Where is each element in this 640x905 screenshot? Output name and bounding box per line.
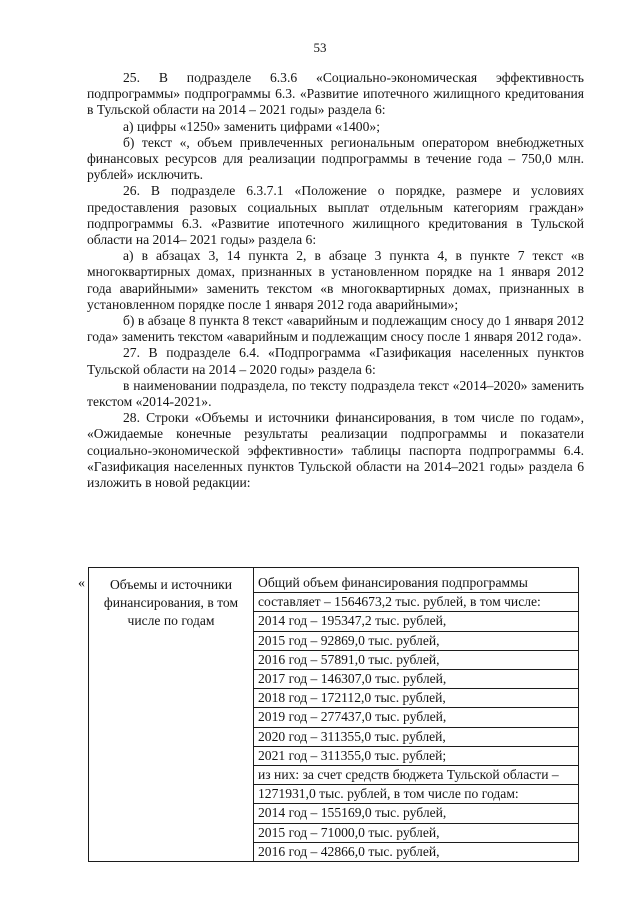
table-line: 2019 год – 277437,0 тыс. рублей, [254, 708, 578, 727]
table-line: 2016 год – 42866,0 тыс. рублей, [258, 843, 440, 859]
table-row [89, 568, 579, 862]
table-line: 2021 год – 311355,0 тыс. рублей; [254, 747, 578, 766]
table-line: из них: за счет средств бюджета Тульской области – [254, 766, 578, 785]
page-number: 53 [313, 40, 327, 55]
paragraph-25-a: а) цифры «1250» заменить цифрами «1400»; [123, 118, 380, 134]
paragraph-26-b: б) в абзаце 8 пункта 8 текст «аварийным и подлежащим сносу до 1 января 2012 года» заменить текстом «аварийным и подлежащим сносу после 1 января 2012 года». [87, 313, 584, 345]
table-line: 2014 год – 195347,2 тыс. рублей, [254, 612, 578, 631]
opening-quote-mark: « [78, 576, 85, 591]
table-line: 2014 год – 155169,0 тыс. рублей, [254, 804, 578, 823]
table-line: 2020 год – 311355,0 тыс. рублей, [254, 728, 578, 747]
table-line: 1271931,0 тыс. рублей, в том числе по годам: [254, 785, 578, 804]
document-body [87, 70, 584, 491]
paragraph-26: 26. В подразделе 6.3.7.1 «Положение о порядке, размере и условиях предоставления разовых социальных выплат отдельным категориям граждан» подпрограммы 6.3. «Развитие ипотечного жилищного кредитования в Тульской области на 2014– 2021 годы» раздела 6: [87, 183, 584, 248]
table-line: 2016 год – 57891,0 тыс. рублей, [254, 651, 578, 670]
table-line: 2018 год – 172112,0 тыс. рублей, [254, 689, 578, 708]
row-content-cell [254, 568, 579, 862]
paragraph-26-a: а) в абзацах 3, 14 пункта 2, в абзаце 3 пункта 4, в пункте 7 текст «в многоквартирных домах, признанных в установленном порядке на 1 января 2012 года аварийными» заменить текстом «в многоквартирных домах, признанных в установленном порядке после 1 января 2012 года аварийными»; [87, 248, 584, 312]
table-line: 2015 год – 71000,0 тыс. рублей, [254, 824, 578, 843]
paragraph-25: 25. В подразделе 6.3.6 «Социально-экономическая эффективность подпрограммы» подпрограммы 6.3. «Развитие ипотечного жилищного кредитования в Тульской области на 2014 – 2021 годы» раздела 6: [87, 70, 584, 118]
paragraph-27-text: в наименовании подраздела, по тексту подраздела текст «2014–2020» заменить текстом «2014-2021». [87, 377, 584, 410]
table-line: Общий объем финансирования подпрограммы [254, 574, 578, 593]
table-line: 2017 год – 146307,0 тыс. рублей, [254, 670, 578, 689]
table-line: составляет – 1564673,2 тыс. рублей, в том числе: [254, 593, 578, 612]
paragraph-25-b: б) текст «, объем привлеченных региональным оператором внебюджетных финансовых ресурсов для реализации подпрограммы в течение года – 750,0 млн. рублей» исключить. [87, 134, 584, 183]
table-line: 2015 год – 92869,0 тыс. рублей, [254, 632, 578, 651]
paragraph-28: 28. Строки «Объемы и источники финансирования, в том числе по годам», «Ожидаемые конечные результаты реализации подпрограммы и показатели социально-экономической эффективности» таблицы паспорта подпрограммы 6.4. «Газификация населенных пунктов Тульской области на 2014–2021 годы» раздела 6 изложить в новой редакции: [87, 410, 584, 491]
row-header-cell: Объемы и источники финансирования, в том числе по годам [89, 568, 254, 862]
passport-table [88, 567, 579, 862]
paragraph-27: 27. В подразделе 6.4. «Подпрограмма «Газификация населенных пунктов Тульской области на 2014 – 2020 годы» раздела 6: [87, 345, 584, 377]
